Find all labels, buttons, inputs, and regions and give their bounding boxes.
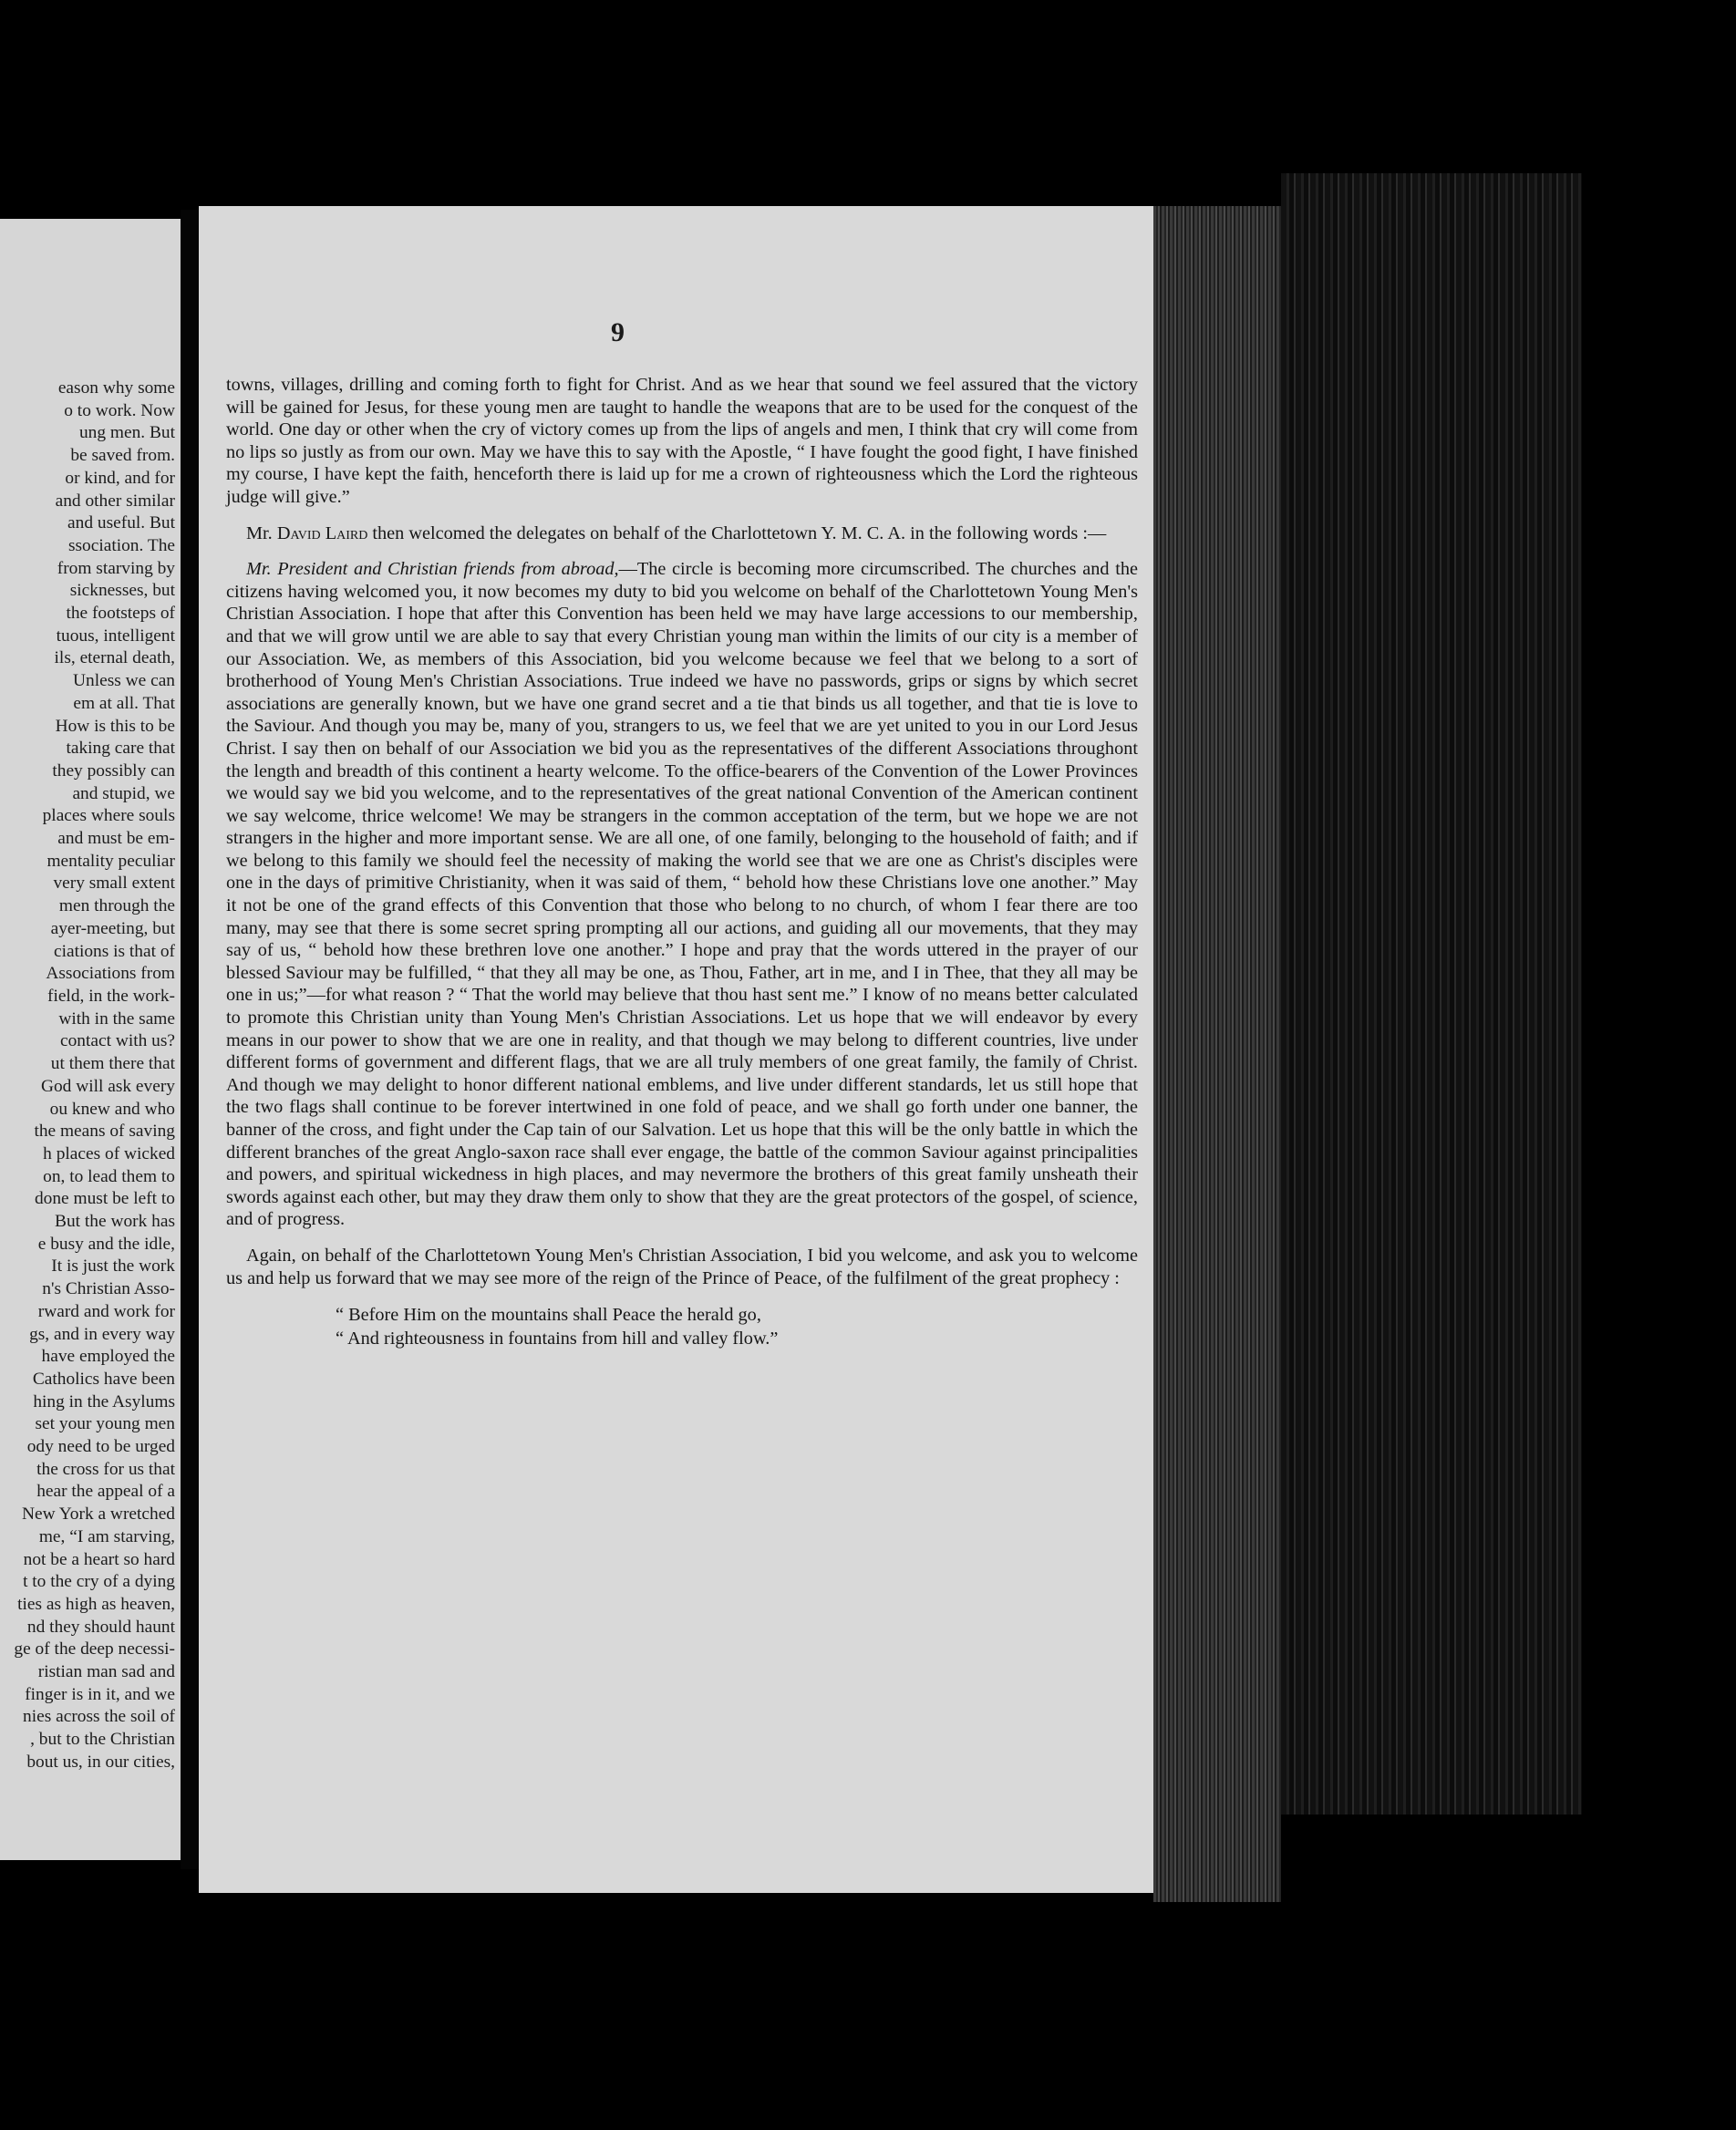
speech-body: —The circle is becoming more circumscribed. The churches and the citizens having welcomed you, it now becomes my duty to bid you welcome on behalf of the Charlottetown Young Men's Christian Association. I hope that after this Convention has been held we may have large accessions to our membership, and that we will grow until we are able to say that every Christian young man within the limits of our city is a member of our Association. We, as members of this Association, bid you welcome because we feel that we belong to a sort of brotherhood of Young Men's Christian Associations. True indeed we have no passwords, grips or signs by which secret associations are generally known, but we have one grand secret and a tie that binds us all together, and that tie is love to the Saviour. And though you may be, many of you, strangers to us, we feel that we are yet united to you in our Lord Jesus Christ. I say then on behalf of our Association we bid you as the representatives of the different Associations throughont the length and breadth of this continent a hearty welcome. To the office-bearers of the Convention of the Lower Provinces we would say we bid you welcome, and to the representatives of the great national Convention of the American continent we say welcome, thrice welcome! We may be strangers in the common acceptation of the term, but we hope we are not strangers in the higher and more important sense. We are all one, of one family, belonging to the household of faith; and if we belong to this family we should feel the necessity of making the world see that we are one as Christ's disciples were one in the days of primitive Christianity, when it was said of them, “ behold how these Christians love one another.” May it not be one of the grand effects of this Convention that those who belong to no church, of whom I fear there are too many, may see that there is some secret spring prompting all our actions, and guiding all our movements, that they may say of us, “ behold how these brethren love one another.” I hope and pray that the words uttered in the prayer of our blessed Saviour may be fulfilled, “ that they all may be one, as Thou, Father, art in me, and I in Thee, that they all may be one in us;”—for what reason ? “ That the world may believe that thou hast sent me.” I know of no means better calculated to promote this Christian unity than Young Men's Christian Associations. Let us hope that we will endeavor by every means in our power to show that we are one in reality, and that though we may belong to different countries, live under different forms of government and different flags, that we are all truly members of one great family, the family of Christ. And though we may delight to honor different national emblems, and live under different standards, let us still hope that the two flags shall continue to be forever intertwined in one fold of peace, and we shall go forth under one banner, the banner of the cross, and fight under the Cap tain of our Salvation. Let us hope that this will be the only battle in which the different branches of the great Anglo-saxon race shall ever engage, the battle of the common Saviour against principalities and powers, and spiritual wickedness in high places, and may nevermore the brothers of this great family unsheath their swords against each other, but may they draw them only to show that they are the great protectors of the gospel, of science, and of progress. bbox=[226, 559, 1138, 1230]
left-page-line: ils, eternal death, bbox=[54, 648, 175, 668]
speech-salutation: Mr. President and Christian friends from abroad, bbox=[246, 559, 619, 580]
page-number: 9 bbox=[611, 317, 625, 347]
left-page-line: the cross for us that bbox=[36, 1459, 175, 1479]
left-page-line: the footsteps of bbox=[66, 604, 175, 624]
left-page-line: nies across the soil of bbox=[23, 1707, 175, 1727]
left-page-line: gs, and in every way bbox=[29, 1324, 175, 1344]
left-page-line: or kind, and for bbox=[65, 468, 175, 488]
left-page-line: Associations from bbox=[46, 964, 175, 984]
main-page bbox=[199, 206, 1167, 1893]
left-page-line: bout us, in our cities, bbox=[26, 1752, 175, 1772]
poem-quote bbox=[336, 1303, 1138, 1350]
left-page-line: not be a heart so hard bbox=[23, 1549, 175, 1569]
left-page-line: contact with us? bbox=[59, 1031, 175, 1051]
page-edges bbox=[1153, 206, 1281, 1902]
left-page-line: ung men. But bbox=[78, 423, 175, 443]
left-page bbox=[0, 219, 181, 1860]
left-page-text bbox=[0, 377, 175, 1774]
left-page-line: mentality peculiar bbox=[46, 851, 175, 871]
left-page-line: rward and work for bbox=[37, 1301, 175, 1321]
left-page-line: But the work has bbox=[55, 1212, 175, 1232]
speaker-name: David Laird bbox=[276, 522, 368, 543]
left-page-line: Unless we can bbox=[73, 671, 175, 691]
left-page-line: men through the bbox=[58, 896, 175, 916]
left-page-line: ou knew and who bbox=[49, 1099, 175, 1119]
book-block bbox=[1281, 173, 1582, 1815]
left-page-line: ties as high as heaven, bbox=[17, 1594, 175, 1614]
left-page-line: ge of the deep necessi- bbox=[14, 1639, 175, 1660]
left-page-line: h places of wicked bbox=[43, 1143, 175, 1163]
left-page-line: hear the appeal of a bbox=[36, 1482, 175, 1502]
left-page-line: ssociation. The bbox=[67, 535, 175, 555]
left-page-line: Catholics have been bbox=[32, 1369, 175, 1389]
left-page-line: New York a wretched bbox=[21, 1504, 175, 1525]
left-page-line: very small extent bbox=[53, 874, 175, 894]
left-page-line: done must be left to bbox=[34, 1189, 175, 1209]
left-page-line: and stupid, we bbox=[72, 783, 175, 803]
left-page-line: and other similar bbox=[55, 491, 175, 511]
left-page-line: , but to the Christian bbox=[30, 1730, 175, 1750]
left-page-line: they possibly can bbox=[52, 760, 175, 781]
left-page-line: places where souls bbox=[42, 806, 175, 826]
paragraph-closing: Again, on behalf of the Charlottetown Young Men's Christian Association, I bid you welcome, and ask you to welcome us and help us forward that we may see more of the reign of the Prince of Peace, of the fulfilment of the great prophecy : bbox=[226, 1245, 1138, 1288]
left-page-line: set your young men bbox=[35, 1414, 175, 1434]
left-page-line: sicknesses, but bbox=[69, 581, 175, 601]
left-page-line: nd they should haunt bbox=[26, 1617, 175, 1637]
left-page-line: have employed the bbox=[41, 1347, 175, 1367]
left-page-line: and must be em- bbox=[57, 829, 175, 849]
left-page-line: the means of saving bbox=[34, 1122, 175, 1142]
intro-prefix: Mr. bbox=[246, 522, 277, 543]
left-page-line: eason why some bbox=[57, 378, 175, 398]
paragraph-introduction bbox=[226, 522, 1138, 545]
left-page-line: from starving by bbox=[57, 558, 175, 578]
paragraph-continuation: towns, villages, drilling and coming forth to fight for Christ. And as we hear that sound we feel assured that the victory will be gained for Jesus, for these young men are taught to handle the weapons that are to be used for the conquest of the world. One day or other when the cry of victory comes up from the lips of angels and men, I think that cry will come from no lips so justly as from our own. May we have this to say with the Apostle, “ I have fought the good fight, I have finished my course, I have kept the faith, henceforth there is laid up for me a crown of righteousness which the Lord the righteous judge will give.” bbox=[226, 375, 1138, 507]
poem-line: “ Before Him on the mountains shall Peace the herald go, bbox=[336, 1305, 761, 1326]
left-page-line: o to work. Now bbox=[64, 400, 175, 420]
left-page-line: ody need to be urged bbox=[26, 1437, 175, 1457]
left-page-line: me, “I am starving, bbox=[38, 1526, 175, 1546]
left-page-line: ayer-meeting, but bbox=[50, 918, 175, 938]
left-page-line: God will ask every bbox=[40, 1076, 175, 1096]
left-page-line: on, to lead them to bbox=[43, 1166, 175, 1186]
page-body bbox=[226, 374, 1138, 1350]
left-page-line: with in the same bbox=[58, 1008, 175, 1029]
left-page-line: e busy and the idle, bbox=[37, 1234, 175, 1254]
left-page-line: ut them there that bbox=[50, 1054, 175, 1074]
left-page-line: n's Christian Asso- bbox=[42, 1279, 175, 1299]
left-page-line: be saved from. bbox=[70, 446, 175, 466]
book-gutter bbox=[181, 210, 201, 1869]
left-page-line: ciations is that of bbox=[53, 941, 175, 961]
intro-rest: then welcomed the delegates on behalf of the Charlottetown Y. M. C. A. in the following words :— bbox=[367, 522, 1107, 543]
left-page-line: ristian man sad and bbox=[37, 1662, 175, 1682]
left-page-line: field, in the work- bbox=[46, 986, 175, 1006]
left-page-line: tuous, intelligent bbox=[56, 626, 175, 646]
left-page-line: How is this to be bbox=[55, 716, 175, 736]
left-page-line: finger is in it, and we bbox=[25, 1684, 175, 1704]
left-page-line: taking care that bbox=[66, 739, 175, 759]
left-page-line: It is just the work bbox=[51, 1256, 175, 1277]
paragraph-speech bbox=[226, 558, 1138, 1231]
left-page-line: and useful. But bbox=[67, 513, 175, 533]
left-page-line: hing in the Asylums bbox=[33, 1391, 175, 1411]
left-page-line: t to the cry of a dying bbox=[23, 1572, 175, 1592]
left-page-line: em at all. That bbox=[73, 693, 175, 713]
poem-line: “ And righteousness in fountains from hill and valley flow.” bbox=[336, 1329, 779, 1349]
